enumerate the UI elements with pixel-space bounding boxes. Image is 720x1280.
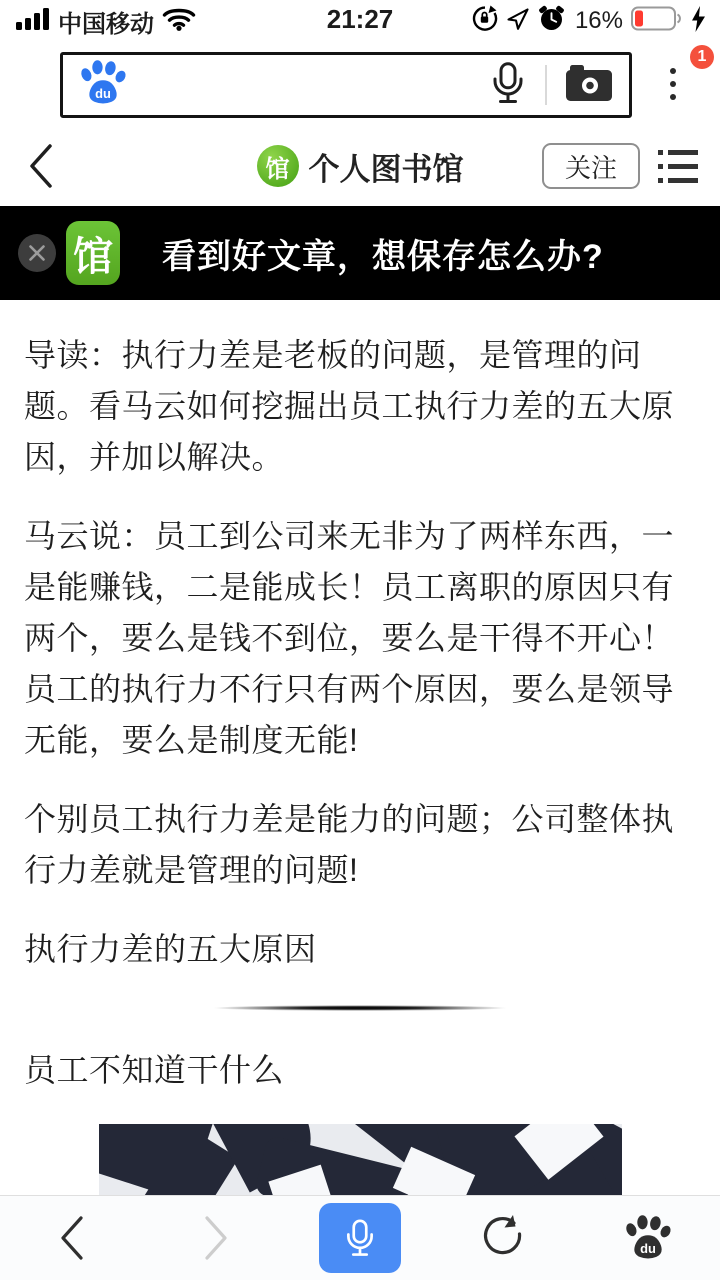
battery-percent-label: 16% [574, 7, 623, 34]
status-right [471, 5, 706, 37]
article-body [0, 300, 720, 1234]
voice-assistant-button[interactable] [315, 1196, 405, 1280]
signal-strength-icon [16, 8, 50, 35]
follow-button[interactable]: 关注 [542, 143, 640, 189]
nav-forward-button[interactable] [171, 1196, 261, 1280]
search-actions [489, 61, 613, 110]
browser-menu[interactable] [640, 42, 720, 126]
reload-button[interactable] [459, 1196, 549, 1280]
paragraph: 个别员工执行力差是能力的问题；公司整体执行力差就是管理的问题! [24, 801, 675, 888]
decorative-divider [210, 1005, 510, 1011]
site-title: 个人图书馆 [308, 151, 464, 187]
camera-search-icon[interactable] [565, 63, 613, 108]
nav-back-button[interactable] [27, 1196, 117, 1280]
microphone-icon[interactable] [319, 1203, 401, 1273]
notification-badge: 1 [690, 45, 714, 69]
baidu-logo-icon [77, 59, 129, 112]
clock-time: 21:27 [326, 4, 394, 34]
svg-text:du: du [640, 1240, 656, 1256]
list-menu-icon[interactable] [658, 150, 698, 183]
search-input[interactable] [60, 52, 632, 118]
browser-search-bar [0, 42, 720, 126]
voice-search-icon[interactable] [489, 61, 527, 110]
paragraph: 马云说：员工到公司来无非为了两样东西，一是能赚钱，二是能成长！员工离职的原因只有两个，要么是钱不到位，要么是干得不开心！员工的执行力不行只有两个原因，要么是领导无能，要么是制度无能! [24, 518, 675, 758]
banner-message: 看到好文章，想保存怎么办? [162, 237, 604, 276]
baidu-home-button[interactable] [603, 1196, 693, 1280]
app-logo-icon: 馆 [66, 221, 120, 285]
promo-banner[interactable] [0, 206, 720, 300]
carrier-label: 中国移动 [58, 10, 154, 38]
back-button[interactable] [26, 142, 66, 190]
close-banner-icon[interactable] [18, 234, 56, 272]
site-logo-icon: 馆 [257, 145, 299, 187]
svg-text:du: du [95, 85, 111, 101]
site-header [0, 126, 720, 206]
orientation-lock-icon [471, 5, 498, 37]
browser-toolbar [0, 1195, 720, 1280]
alarm-clock-icon [538, 5, 565, 37]
paragraph: 导读：执行力差是老板的问题，是管理的问题。看马云如何挖掘出员工执行力差的五大原因，并加以解决。 [24, 337, 675, 475]
status-bar [0, 0, 720, 42]
wifi-icon [162, 6, 196, 36]
more-options-icon[interactable] [670, 68, 676, 100]
section-title: 执行力差的五大原因 [24, 931, 317, 967]
location-arrow-icon [506, 7, 530, 36]
battery-icon [631, 6, 683, 36]
charging-bolt-icon [691, 6, 706, 37]
status-left [16, 4, 196, 39]
article-subheading: 员工不知道干什么 [24, 1052, 285, 1088]
header-actions [542, 143, 698, 189]
search-divider [545, 65, 547, 105]
